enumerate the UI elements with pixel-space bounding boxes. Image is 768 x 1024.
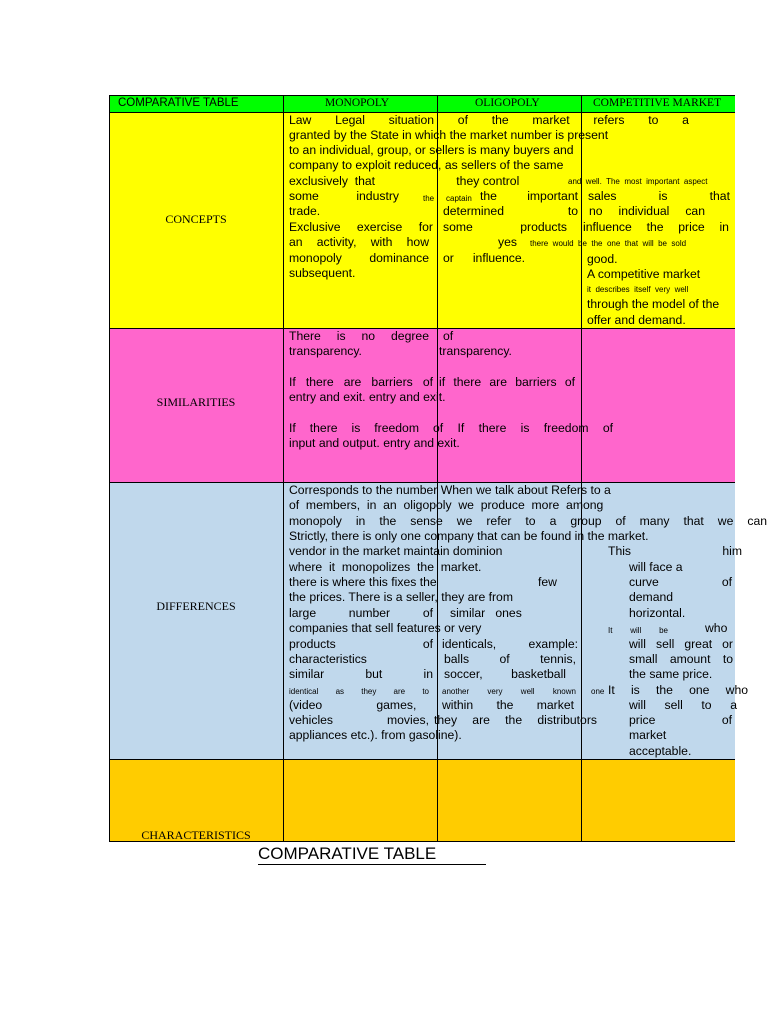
header-monopoly: MONOPOLY [325, 97, 390, 109]
word: movies, [387, 713, 429, 727]
word: we [456, 514, 473, 528]
concepts-text-line: good. [587, 252, 618, 266]
concepts-text-line: and well. The most important aspect [568, 177, 708, 186]
word: to [722, 652, 733, 666]
differences-text-line [629, 575, 732, 590]
word: important [527, 189, 578, 203]
word: large [289, 606, 317, 620]
word: of [721, 575, 732, 589]
word: sense [410, 514, 443, 528]
concepts-text-line: offer and demand. [587, 313, 686, 327]
differences-text-line [289, 637, 433, 652]
word: soccer, [444, 667, 483, 681]
word: If [289, 421, 296, 435]
word: who [725, 683, 748, 697]
word: identicals, [442, 637, 497, 651]
word: monopoly [289, 514, 342, 528]
word: the [496, 698, 514, 712]
concepts-text-line [443, 251, 525, 266]
word: some [443, 220, 473, 234]
differences-text-line: one [591, 687, 605, 696]
word: great [684, 637, 713, 651]
word: degree [391, 329, 429, 343]
word: with [370, 235, 393, 249]
word: or [722, 637, 733, 651]
word: in [423, 667, 433, 681]
concepts-text-line: the [423, 194, 435, 203]
word: to [422, 687, 429, 696]
word: There [289, 329, 321, 343]
word: refers [593, 113, 625, 127]
differences-text-line [289, 667, 433, 682]
differences-text-line: similar ones [450, 606, 522, 620]
concepts-text-line: to an individual, group, or sellers is many buyers and [289, 143, 574, 157]
differences-text-line: there is where this fixes the [289, 575, 437, 589]
differences-text-line: Strictly, there is only one company that can be found in the market. [289, 529, 649, 543]
similarities-text-line [433, 421, 613, 436]
differences-text-line: of members, in an oligopoly we produce more among [289, 498, 604, 512]
concepts-text-line [289, 220, 433, 235]
differences-text-line: appliances etc.). from gasoline). [289, 728, 462, 742]
differences-text-line: characteristics [289, 652, 367, 666]
word: group [570, 514, 602, 528]
concepts-text-line: captain [446, 194, 472, 203]
word: they [434, 713, 458, 727]
word: small [629, 652, 658, 666]
word: can [685, 204, 705, 218]
differences-text-line: the prices. There is a seller, they are from [289, 590, 513, 604]
word: influence. [472, 251, 525, 265]
word: tennis, [540, 652, 576, 666]
row-label-differences: DIFFERENCES [156, 599, 236, 613]
concepts-text-line: exclusively that they control [289, 174, 520, 188]
concepts-text-line: A competitive market [587, 267, 701, 281]
similarities-text-line: of [443, 329, 454, 343]
word: is [658, 189, 668, 203]
concepts-text-line: company to exploit reduced, as sellers of the same [289, 158, 564, 172]
word: sales [588, 189, 617, 203]
concepts-text-line [289, 113, 689, 128]
word: freedom [374, 421, 419, 435]
differences-text-line [289, 606, 433, 621]
differences-text-line [629, 698, 737, 713]
differences-text-line: market [629, 728, 667, 742]
concepts-text-line [289, 235, 429, 250]
word: the [480, 189, 497, 203]
word: within [442, 698, 474, 712]
differences-text-line [289, 684, 429, 699]
word: is [520, 421, 530, 435]
differences-text-line [629, 713, 732, 728]
differences-text-line: who [705, 621, 728, 635]
word: market [532, 113, 570, 127]
word: the [655, 683, 673, 697]
row-label-similarities: SIMILARITIES [156, 395, 236, 409]
differences-text-line: horizontal. [629, 606, 686, 620]
word: refer [486, 514, 512, 528]
differences-text-line: (video games, [289, 698, 417, 712]
word: of [615, 514, 626, 528]
word: very [487, 687, 503, 696]
grid-line [109, 759, 735, 760]
concepts-text-line: subsequent. [289, 266, 356, 280]
similarities-text-line [289, 421, 419, 436]
word: monopoly [289, 251, 342, 265]
word: basketball [511, 667, 566, 681]
word: vehicles [289, 713, 334, 727]
differences-text-line [608, 683, 748, 698]
differences-text-line: Corresponds to the number When we talk about Refers to a [289, 483, 611, 497]
concepts-text-line [588, 189, 730, 204]
header-oligopoly: OLIGOPOLY [475, 97, 540, 109]
grid-line [581, 95, 582, 842]
row-label-concepts: CONCEPTS [165, 212, 227, 226]
similarities-text-line: entry and exit. entry and exit. [289, 390, 446, 404]
similarities-text-line [289, 329, 429, 344]
word: a [682, 113, 689, 127]
differences-text-line [629, 652, 733, 667]
differences-text-line: where it monopolizes the market. [289, 560, 482, 574]
word: Exclusive [289, 220, 341, 234]
differences-text-line [444, 652, 576, 667]
word: price [629, 713, 656, 727]
word: as [335, 687, 345, 696]
word: dominance [369, 251, 429, 265]
concepts-text-line [443, 220, 567, 235]
differences-text-line [444, 667, 566, 682]
word: him [722, 544, 742, 558]
similarities-text-line [439, 375, 575, 390]
word: of [564, 375, 575, 389]
word: exercise [356, 220, 403, 234]
word: industry [356, 189, 399, 203]
concepts-text-line [443, 204, 578, 219]
word: to [567, 204, 578, 218]
word: to [648, 113, 659, 127]
word: that [709, 189, 730, 203]
word: will [630, 626, 642, 635]
word: a [730, 698, 737, 712]
concepts-text-line: it describes itself very well [587, 285, 689, 294]
word: sell [655, 637, 675, 651]
word: number [348, 606, 391, 620]
header-competitive-market: COMPETITIVE MARKET [593, 97, 722, 109]
word: there [305, 375, 334, 389]
word: of [422, 606, 433, 620]
word: another [442, 687, 470, 696]
word: If [289, 375, 296, 389]
word: can [747, 514, 767, 528]
word: similar [289, 667, 325, 681]
similarities-text-line: transparency. [289, 344, 362, 358]
word: or [443, 251, 454, 265]
word: but [365, 667, 383, 681]
word: This [608, 544, 632, 558]
word: for [418, 220, 433, 234]
concepts-text-line [289, 251, 429, 266]
word: that [683, 514, 704, 528]
concepts-text-line [583, 220, 729, 235]
differences-text-line [289, 514, 767, 529]
word: example: [528, 637, 578, 651]
word: if [439, 375, 446, 389]
table-title-cell: COMPARATIVE TABLE [118, 97, 239, 109]
similarities-text-line [289, 375, 433, 390]
word: determined [443, 204, 504, 218]
word: the [505, 713, 523, 727]
word: there [453, 375, 482, 389]
word: of [422, 375, 433, 389]
concepts-text-line: yes [498, 235, 517, 249]
word: barriers [515, 375, 557, 389]
word: price [678, 220, 705, 234]
concepts-text-line [589, 204, 705, 219]
concepts-text-line [480, 189, 578, 204]
differences-text-line [629, 637, 733, 652]
differences-text-line [608, 623, 668, 638]
word: Legal [335, 113, 365, 127]
word: of [433, 421, 444, 435]
differences-text-line [289, 713, 429, 728]
concepts-text-line [289, 204, 329, 219]
word: of [602, 421, 613, 435]
word: are [393, 687, 406, 696]
word: are [343, 375, 362, 389]
word: products [289, 637, 336, 651]
word: will [629, 698, 646, 712]
word: in [719, 220, 729, 234]
word: one [689, 683, 710, 697]
differences-text-line [442, 698, 574, 713]
differences-text-line: vendor in the market maintain dominion [289, 544, 503, 558]
word: in [355, 514, 366, 528]
similarities-text-line: input and output. entry and exit. [289, 436, 460, 450]
word: a [549, 514, 557, 528]
differences-text-line: the same price. [629, 667, 713, 681]
differences-text-line: acceptable. [629, 744, 692, 758]
word: If [457, 421, 465, 435]
word: how [406, 235, 429, 249]
word: well [520, 687, 535, 696]
comparative-table [109, 95, 767, 842]
word: activity, [316, 235, 357, 249]
word: identical [289, 687, 319, 696]
grid-line [109, 95, 110, 842]
differences-text-line: companies that sell features or very [289, 621, 482, 635]
row-label-characteristics: CHARACTERISTICS [141, 828, 251, 842]
differences-text-line [442, 684, 576, 699]
word: It [608, 683, 615, 697]
word: to [701, 698, 712, 712]
differences-text-line [434, 713, 597, 728]
word: of [457, 113, 468, 127]
word: individual [618, 204, 670, 218]
word: products [520, 220, 567, 234]
word: market [536, 698, 574, 712]
word: are [472, 713, 490, 727]
word: is [630, 683, 640, 697]
differences-text-line: few [538, 575, 557, 589]
word: freedom [543, 421, 589, 435]
word: we [717, 514, 734, 528]
word: curve [629, 575, 659, 589]
word: of [499, 652, 510, 666]
word: situation [388, 113, 435, 127]
word: to [525, 514, 536, 528]
concepts-text-line [289, 189, 399, 204]
word: is [336, 329, 346, 343]
word: of [721, 713, 732, 727]
word: some [289, 189, 319, 203]
word: barriers [371, 375, 413, 389]
word: is [351, 421, 361, 435]
word: they [361, 687, 377, 696]
grid-line [283, 95, 284, 842]
word: will [629, 637, 646, 651]
concepts-text-line: through the model of the [587, 297, 720, 311]
similarities-text-line: transparency. [439, 344, 512, 358]
word: sell [664, 698, 683, 712]
word: an [289, 235, 303, 249]
word: no [361, 329, 376, 343]
word: no [589, 204, 603, 218]
word: there [309, 421, 338, 435]
word: the [491, 113, 509, 127]
differences-text-line [608, 544, 742, 559]
word: trade. [289, 204, 321, 218]
word: Law [289, 113, 312, 127]
word: known [552, 687, 576, 696]
word: are [489, 375, 507, 389]
word: there [478, 421, 507, 435]
differences-text-line: will face a [629, 560, 683, 574]
word: balls [444, 652, 470, 666]
word: influence [583, 220, 632, 234]
word: distributors [537, 713, 597, 727]
concepts-text-line: there would be the one that will be sold [530, 239, 687, 248]
document-caption: COMPARATIVE TABLE [258, 844, 486, 865]
concepts-text-line: granted by the State in which the market number is present [289, 128, 609, 142]
word: be [659, 626, 668, 635]
word: It [608, 626, 613, 635]
differences-text-line: demand [629, 590, 674, 604]
word: amount [669, 652, 711, 666]
word: many [639, 514, 670, 528]
word: the [646, 220, 664, 234]
word: the [379, 514, 397, 528]
word: of [422, 637, 433, 651]
differences-text-line [442, 637, 578, 652]
